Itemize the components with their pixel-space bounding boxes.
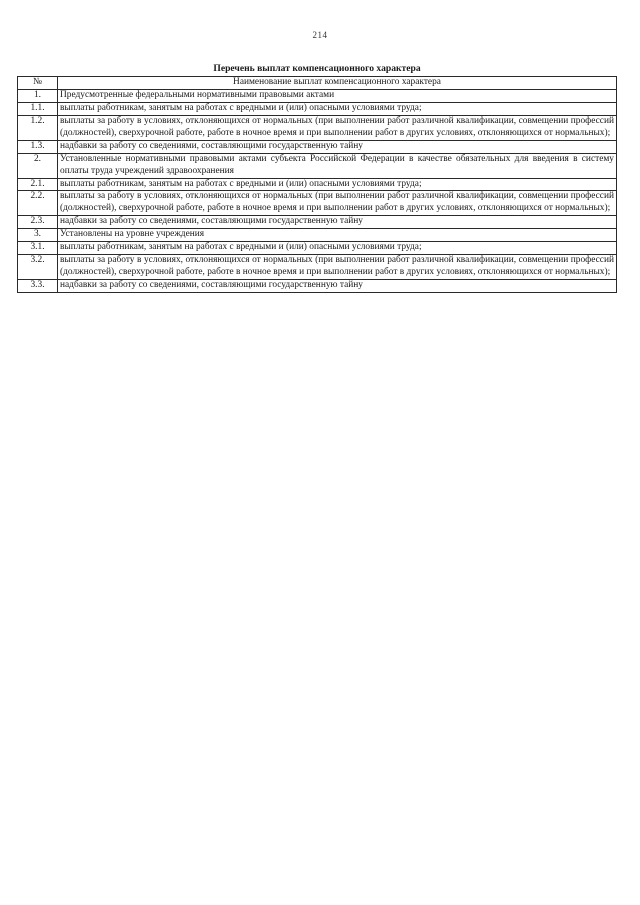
row-description: выплаты за работу в условиях, отклоняющихся от нормальных (при выполнении работ различной квалификации, совмещении профессий (должностей), сверхурочной работе, работе в ночное время и при выполнении работ в других условиях, отклоняющихся от нормальных);: [58, 191, 617, 216]
row-description: выплаты за работу в условиях, отклоняющихся от нормальных (при выполнении работ различной квалификации, совмещении профессий (должностей), сверхурочной работе, работе в ночное время и при выполнении работ в других условиях, отклоняющихся от нормальных);: [58, 255, 617, 280]
table-row: [18, 216, 617, 229]
row-number: 1.: [18, 89, 58, 102]
table-row: [18, 280, 617, 293]
table-row: [18, 242, 617, 255]
row-number: 2.3.: [18, 216, 58, 229]
row-number: 3.2.: [18, 255, 58, 280]
row-description: выплаты работникам, занятым на работах с вредными и (или) опасными условиями труда;: [58, 242, 617, 255]
table-row: [18, 102, 617, 115]
table-row: [18, 191, 617, 216]
row-description: Установленные нормативными правовыми актами субъекта Российской Федерации в качестве обязательных для введения в систему оплаты труда учреждений здравоохранения: [58, 153, 617, 178]
row-number: 1.3.: [18, 140, 58, 153]
row-description: выплаты работникам, занятым на работах с вредными и (или) опасными условиями труда;: [58, 178, 617, 191]
row-number: 3.: [18, 229, 58, 242]
row-number: 3.1.: [18, 242, 58, 255]
row-description: надбавки за работу со сведениями, составляющими государственную тайну: [58, 280, 617, 293]
row-number: 3.3.: [18, 280, 58, 293]
document-title: Перечень выплат компенсационного характера: [213, 63, 421, 74]
row-number: 2.2.: [18, 191, 58, 216]
row-description: выплаты работникам, занятым на работах с вредными и (или) опасными условиями труда;: [58, 102, 617, 115]
table-row: [18, 89, 617, 102]
row-description: выплаты за работу в условиях, отклоняющихся от нормальных (при выполнении работ различной квалификации, совмещении профессий (должностей), сверхурочной работе, работе в ночное время и при выполнении работ в других условиях, отклоняющихся от нормальных);: [58, 115, 617, 140]
table-row: [18, 153, 617, 178]
row-description: надбавки за работу со сведениями, составляющими государственную тайну: [58, 216, 617, 229]
page-number: 214: [312, 30, 328, 40]
header-name: Наименование выплат компенсационного характера: [58, 77, 617, 90]
row-description: Установлены на уровне учреждения: [58, 229, 617, 242]
header-number: №: [18, 77, 58, 90]
row-number: 2.1.: [18, 178, 58, 191]
row-description: надбавки за работу со сведениями, составляющими государственную тайну: [58, 140, 617, 153]
row-number: 1.2.: [18, 115, 58, 140]
table-row: [18, 255, 617, 280]
row-description: Предусмотренные федеральными нормативными правовыми актами: [58, 89, 617, 102]
table-header-row: [18, 77, 617, 90]
table-row: [18, 229, 617, 242]
row-number: 2.: [18, 153, 58, 178]
table-row: [18, 140, 617, 153]
table-row: [18, 115, 617, 140]
table-row: [18, 178, 617, 191]
compensation-payments-table: [17, 76, 617, 293]
row-number: 1.1.: [18, 102, 58, 115]
